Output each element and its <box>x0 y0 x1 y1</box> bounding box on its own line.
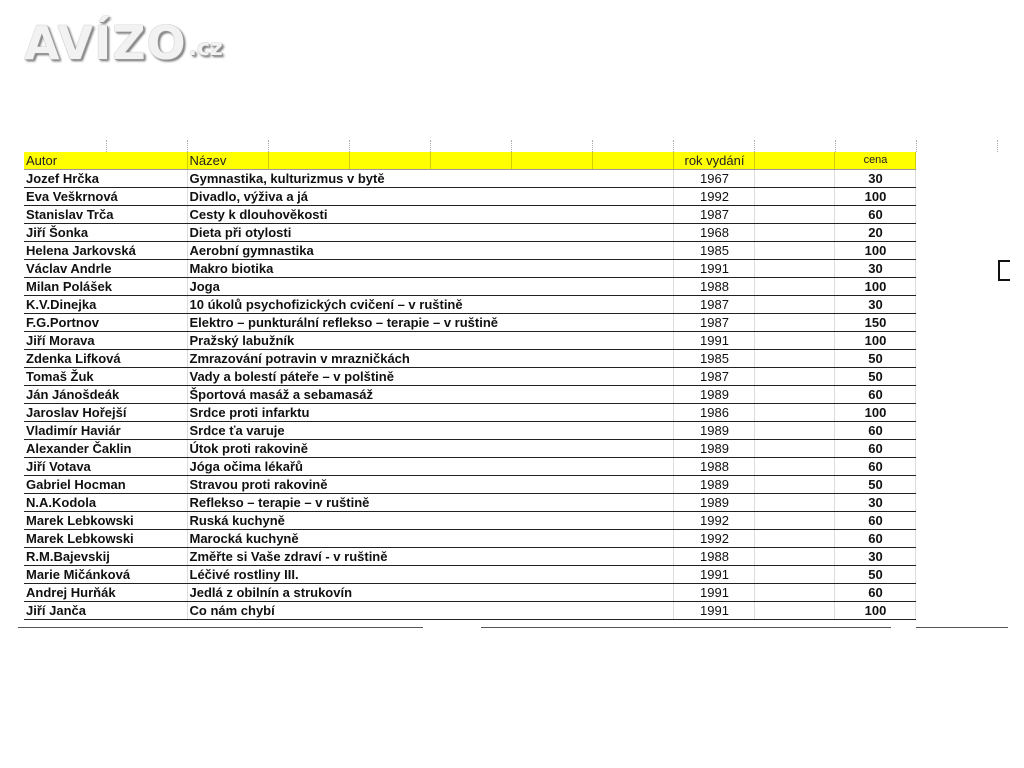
cell-cena: 100 <box>834 278 915 296</box>
cell-rok: 1989 <box>673 422 754 440</box>
logo-suffix: .cz <box>188 36 223 61</box>
header-rok: rok vydání <box>673 152 754 170</box>
cell-nazev: Stravou proti rakovině <box>187 476 673 494</box>
cell-rok: 1989 <box>673 494 754 512</box>
books-table <box>24 152 997 620</box>
table-row <box>24 458 997 476</box>
cell-autor: Stanislav Trča <box>24 206 187 224</box>
cell-nazev: Športová masáž a sebamasáž <box>187 386 673 404</box>
cell-rok: 1989 <box>673 440 754 458</box>
cell-cena: 60 <box>834 386 915 404</box>
cell-autor: Ján Jánošdeák <box>24 386 187 404</box>
cell-cena: 60 <box>834 440 915 458</box>
cell-autor: Jiří Votava <box>24 458 187 476</box>
cell-autor: Andrej Hurňák <box>24 584 187 602</box>
cell-rok: 1988 <box>673 278 754 296</box>
cell-autor: R.M.Bajevskij <box>24 548 187 566</box>
cell-rok: 1988 <box>673 458 754 476</box>
cell-nazev: Gymnastika, kulturizmus v bytě <box>187 170 673 188</box>
cell-autor: Zdenka Lifková <box>24 350 187 368</box>
cell-cursor <box>998 260 1010 281</box>
cell-rok: 1985 <box>673 242 754 260</box>
cell-nazev: Útok proti rakovině <box>187 440 673 458</box>
cell-autor: Marie Mičánková <box>24 566 187 584</box>
avizo-logo <box>24 16 223 70</box>
cell-rok: 1989 <box>673 386 754 404</box>
spreadsheet <box>18 140 1008 630</box>
cell-nazev: Reflekso – terapie – v ruštině <box>187 494 673 512</box>
cell-nazev: Vady a bolestí páteře – v polštině <box>187 368 673 386</box>
cell-cena: 30 <box>834 260 915 278</box>
cell-autor: Helena Jarkovská <box>24 242 187 260</box>
cell-rok: 1987 <box>673 314 754 332</box>
cell-cena: 100 <box>834 242 915 260</box>
cell-autor: K.V.Dinejka <box>24 296 187 314</box>
table-row <box>24 494 997 512</box>
table-row <box>24 206 997 224</box>
cell-rok: 1992 <box>673 188 754 206</box>
cell-nazev: Cesty k dlouhověkosti <box>187 206 673 224</box>
cell-autor: Marek Lebkowski <box>24 530 187 548</box>
cell-cena: 100 <box>834 332 915 350</box>
cell-autor: Jozef Hrčka <box>24 170 187 188</box>
cell-cena: 60 <box>834 584 915 602</box>
table-row <box>24 404 997 422</box>
cell-cena: 20 <box>834 224 915 242</box>
cell-autor: Jiří Janča <box>24 602 187 620</box>
cell-autor: Vladimír Haviár <box>24 422 187 440</box>
cell-cena: 30 <box>834 296 915 314</box>
cell-autor: F.G.Portnov <box>24 314 187 332</box>
cell-autor: Tomaš Žuk <box>24 368 187 386</box>
cell-nazev: Ruská kuchyně <box>187 512 673 530</box>
cell-nazev: Pražský labužník <box>187 332 673 350</box>
cell-nazev: Marocká kuchyně <box>187 530 673 548</box>
table-row <box>24 170 997 188</box>
cell-cena: 100 <box>834 602 915 620</box>
table-row <box>24 350 997 368</box>
table-row <box>24 332 997 350</box>
cell-autor: Marek Lebkowski <box>24 512 187 530</box>
cell-cena: 50 <box>834 476 915 494</box>
table-row <box>24 296 997 314</box>
cell-rok: 1988 <box>673 548 754 566</box>
cell-cena: 30 <box>834 494 915 512</box>
table-row <box>24 602 997 620</box>
cell-rok: 1987 <box>673 368 754 386</box>
table-row <box>24 566 997 584</box>
cell-rok: 1991 <box>673 602 754 620</box>
cell-autor: Gabriel Hocman <box>24 476 187 494</box>
cell-cena: 50 <box>834 368 915 386</box>
cell-cena: 150 <box>834 314 915 332</box>
cell-nazev: Jedlá z obilnín a strukovín <box>187 584 673 602</box>
cell-nazev: Změřte si Vaše zdraví - v ruštině <box>187 548 673 566</box>
header-autor: Autor <box>24 152 187 170</box>
cell-cena: 100 <box>834 188 915 206</box>
table-row <box>24 188 997 206</box>
table-row <box>24 314 997 332</box>
table-row <box>24 386 997 404</box>
cell-rok: 1992 <box>673 512 754 530</box>
cell-autor: Jiří Šonka <box>24 224 187 242</box>
cell-nazev: Dieta při otylosti <box>187 224 673 242</box>
table-row <box>24 260 997 278</box>
cell-cena: 50 <box>834 350 915 368</box>
cell-nazev: Aerobní gymnastika <box>187 242 673 260</box>
cell-rok: 1991 <box>673 332 754 350</box>
table-row <box>24 440 997 458</box>
cell-rok: 1967 <box>673 170 754 188</box>
table-row <box>24 512 997 530</box>
cell-autor: Václav Andrle <box>24 260 187 278</box>
cell-cena: 50 <box>834 566 915 584</box>
cell-autor: Milan Polášek <box>24 278 187 296</box>
cell-cena: 30 <box>834 548 915 566</box>
header-nazev: Název <box>187 152 268 170</box>
cell-autor: N.A.Kodola <box>24 494 187 512</box>
cell-autor: Alexander Čaklin <box>24 440 187 458</box>
cell-rok: 1987 <box>673 206 754 224</box>
table-row <box>24 224 997 242</box>
table-body <box>24 152 997 620</box>
cell-rok: 1987 <box>673 296 754 314</box>
cell-cena: 60 <box>834 530 915 548</box>
cell-autor: Jaroslav Hořejší <box>24 404 187 422</box>
cell-nazev: Joga <box>187 278 673 296</box>
cell-rok: 1968 <box>673 224 754 242</box>
cell-nazev: Makro biotika <box>187 260 673 278</box>
logo-text: AVÍZO <box>24 16 187 70</box>
cell-rok: 1991 <box>673 566 754 584</box>
cell-cena: 60 <box>834 422 915 440</box>
cell-autor: Eva Veškrnová <box>24 188 187 206</box>
header-cena: cena <box>834 152 915 170</box>
table-row <box>24 530 997 548</box>
cell-rok: 1985 <box>673 350 754 368</box>
cell-nazev: Léčivé rostliny III. <box>187 566 673 584</box>
table-row <box>24 584 997 602</box>
cell-nazev: Zmrazování potravin v mrazničkách <box>187 350 673 368</box>
cell-autor: Jiří Morava <box>24 332 187 350</box>
table-row <box>24 278 997 296</box>
table-row <box>24 476 997 494</box>
table-row <box>24 368 997 386</box>
cell-rok: 1986 <box>673 404 754 422</box>
cell-cena: 100 <box>834 404 915 422</box>
cell-nazev: 10 úkolů psychofizických cvičení – v ruštině <box>187 296 673 314</box>
cell-rok: 1991 <box>673 260 754 278</box>
table-row <box>24 242 997 260</box>
cell-cena: 30 <box>834 170 915 188</box>
header-row <box>24 152 997 170</box>
cell-nazev: Srdce proti infarktu <box>187 404 673 422</box>
cell-nazev: Co nám chybí <box>187 602 673 620</box>
cell-nazev: Divadlo, výživa a já <box>187 188 673 206</box>
table-row <box>24 548 997 566</box>
cell-cena: 60 <box>834 512 915 530</box>
table-row <box>24 422 997 440</box>
cell-rok: 1989 <box>673 476 754 494</box>
cell-rok: 1992 <box>673 530 754 548</box>
cell-nazev: Jóga očima lékařů <box>187 458 673 476</box>
cell-rok: 1991 <box>673 584 754 602</box>
cell-nazev: Srdce ťa varuje <box>187 422 673 440</box>
cell-nazev: Elektro – punkturální reflekso – terapie – v ruštině <box>187 314 673 332</box>
cell-cena: 60 <box>834 458 915 476</box>
cell-cena: 60 <box>834 206 915 224</box>
